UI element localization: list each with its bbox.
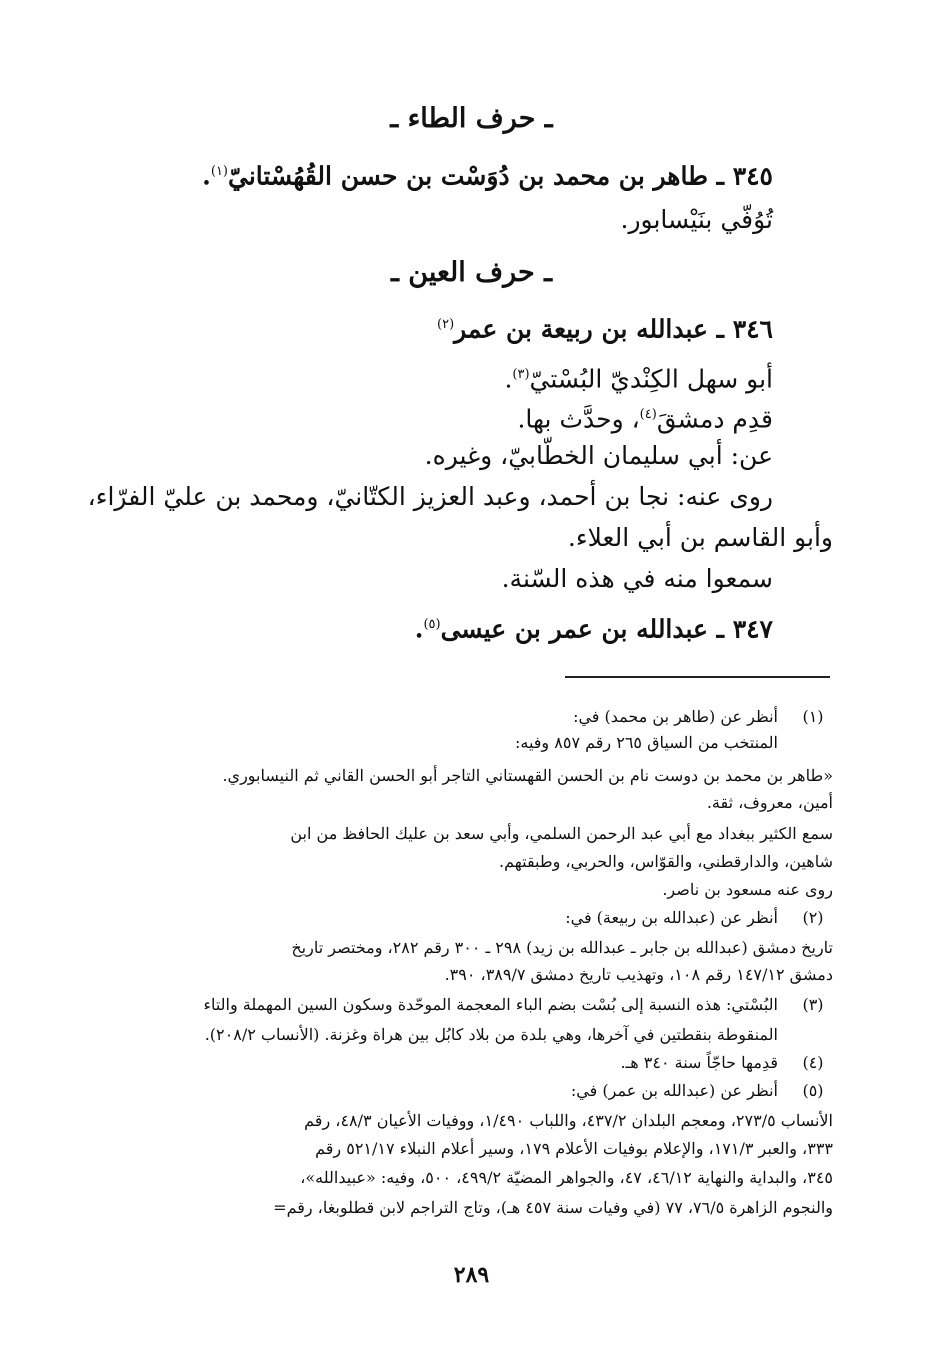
footnote-3-line-1: البُسْتي: هذه النسبة إلى بُسْت بضم الباء المعجمة الموحّدة وسكون السين المهملة والتاء	[203, 995, 778, 1014]
footnote-1-line-4: أمين، معروف، ثقة.	[706, 793, 833, 812]
entry-347-end: .	[414, 614, 424, 644]
footnote-ref-1: (١)	[210, 164, 228, 179]
footnote-5-line-2: الأنساب ٢٧٣/٥، ومعجم البلدان ٤٣٧/٢، واللباب ١/٤٩٠، ووفيات الأعيان ٤٨/٣، رقم	[304, 1111, 833, 1130]
entry-346-visit-a: قدِم دمشقَ	[656, 404, 773, 434]
footnote-1-number: (١)	[802, 707, 824, 726]
footnote-1-line-5: سمع الكثير ببغداد مع أبي عبد الرحمن السلمي، وأبي سعد بن عليك الحافظ من ابن	[290, 824, 833, 843]
entry-346-narrators-cont: وأبو القاسم بن أبي العلاء.	[567, 523, 833, 552]
footnote-3-line-2: المنقوطة بنقطتين في آخرها، وهي بلدة من بلاد كابُل بين هراة وغزنة. (الأنساب ٢٠٨/٢).	[204, 1025, 778, 1044]
footnote-2-line-1: أنظر عن (عبدالله بن ربيعة) في:	[565, 908, 778, 927]
entry-346-kunya	[504, 360, 773, 394]
page-number: ٢٨٩	[453, 1262, 490, 1288]
footnote-5-line-1: أنظر عن (عبدالله بن عمر) في:	[570, 1081, 778, 1100]
entry-345-name: ٣٤٥ ـ طاهر بن محمد بن دُوَسْت بن حسن القُهُسْتانيّ	[228, 161, 773, 191]
entry-346-heard: سمعوا منه في هذه السّنة.	[501, 564, 773, 593]
footnote-1-line-2: المنتخب من السياق ٢٦٥ رقم ٨٥٧ وفيه:	[514, 733, 778, 752]
entry-346-narrators: روى عنه: نجا بن أحمد، وعبد العزيز الكتّانيّ، ومحمد بن عليّ الفرّاء،	[87, 482, 773, 511]
entry-346-from: عن: أبي سليمان الخطّابيّ، وغيره.	[424, 441, 773, 470]
footnote-divider	[565, 676, 830, 678]
footnote-5-number: (٥)	[802, 1081, 824, 1100]
section-heading-ta: ـ حرف الطاء ـ	[390, 103, 553, 134]
entry-345-title	[202, 157, 773, 191]
footnote-2-line-3: دمشق ١٤٧/١٢ رقم ١٠٨، وتهذيب تاريخ دمشق ٣٨٩/٧، ٣٩٠.	[444, 965, 833, 984]
footnote-ref-2: (٢)	[437, 317, 455, 332]
entry-347-title	[415, 610, 773, 644]
entry-346-title	[437, 310, 773, 344]
footnote-1-line-3: «طاهر بن محمد بن دوست نام بن الحسن القهستاني التاجر أبو الحسن القاني ثم النيسابوري.	[222, 766, 833, 785]
footnote-1-line-7: روى عنه مسعود بن ناصر.	[662, 880, 833, 899]
entry-346-kunya-end: .	[504, 364, 513, 394]
footnote-2-number: (٢)	[802, 908, 824, 927]
footnote-2-line-2: تاريخ دمشق (عبدالله بن جابر ـ عبدالله بن زيد) ٢٩٨ ـ ٣٠٠ رقم ٢٨٢، ومختصر تاريخ	[291, 938, 833, 957]
footnote-1-line-1: أنظر عن (طاهر بن محمد) في:	[573, 707, 778, 726]
footnote-ref-5: (٥)	[423, 617, 441, 632]
entry-345-death: تُوُفّي بنَيْسابور.	[620, 205, 773, 234]
section-heading-ayn: ـ حرف العين ـ	[390, 257, 553, 288]
footnote-5-line-5: والنجوم الزاهرة ٧٦/٥، ٧٧ (في وفيات سنة ٤٥٧ هـ)، وتاج التراجم لابن قطلوبغا، رقم=	[273, 1198, 833, 1217]
entry-347-name: ٣٤٧ ـ عبدالله بن عمر بن عيسى	[440, 614, 773, 644]
entry-346-visit-b: ، وحدَّث بها.	[517, 404, 640, 434]
footnote-4-number: (٤)	[802, 1053, 824, 1072]
entry-345-end: .	[202, 161, 211, 191]
footnote-ref-4: (٤)	[639, 407, 657, 422]
entry-346-visit	[517, 400, 773, 434]
footnote-4-line-1: قدِمها حاجّاً سنة ٣٤٠ هـ.	[620, 1053, 778, 1072]
footnote-5-line-3: ٣٣٣، والعبر ١٧١/٣، والإعلام بوفيات الأعلام ١٧٩، وسير أعلام النبلاء ٥٢١/١٧ رقم	[315, 1139, 833, 1158]
footnote-ref-3: (٣)	[512, 367, 530, 382]
footnote-5-line-4: ٣٤٥، والبداية والنهاية ٤٦/١٢، ٤٧، والجواهر المضيّة ٤٩٩/٢، ٥٠٠، وفيه: «عبيدالله»،	[300, 1168, 833, 1187]
footnote-3-number: (٣)	[802, 995, 824, 1014]
entry-346-kunya-text: أبو سهل الكِنْديّ البُسْتيّ	[529, 364, 773, 394]
entry-346-name: ٣٤٦ ـ عبدالله بن ربيعة بن عمر	[454, 314, 773, 344]
footnote-1-line-6: شاهين، والدارقطني، والقوّاس، والحربي، وطبقتهم.	[499, 852, 833, 871]
